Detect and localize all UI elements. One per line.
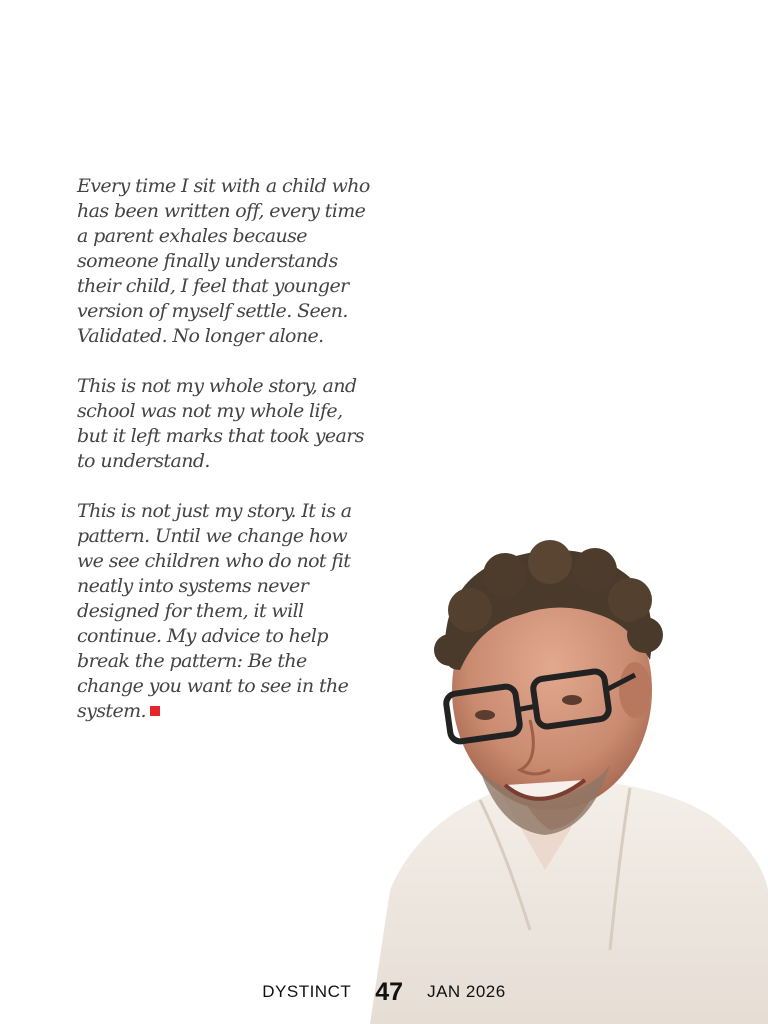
paragraph-1: Every time I sit with a child who has been written off, every time a parent exhales because someone finally understands their child, I feel that younger version of myself settle. Seen. Validated. No longer alone.: [77, 175, 370, 347]
paragraph-2: This is not my whole story, and school was not my whole life, but it left marks that took years to understand.: [77, 375, 364, 472]
paragraph-3-text: This is not just my story. It is a pattern. Until we change how we see children who do not fit neatly into systems never designed for them, it will continue. My advice to help break the pattern: Be the change you want to see in the system.: [77, 500, 352, 722]
magazine-name: DYSTINCT: [262, 982, 352, 1001]
page-number: 47: [375, 977, 404, 1006]
author-portrait-photo: [330, 530, 768, 1024]
end-of-article-mark: [150, 706, 160, 716]
page-footer: [0, 975, 768, 1009]
portrait-illustration: [330, 530, 768, 1024]
issue-date: JAN 2026: [427, 982, 506, 1001]
